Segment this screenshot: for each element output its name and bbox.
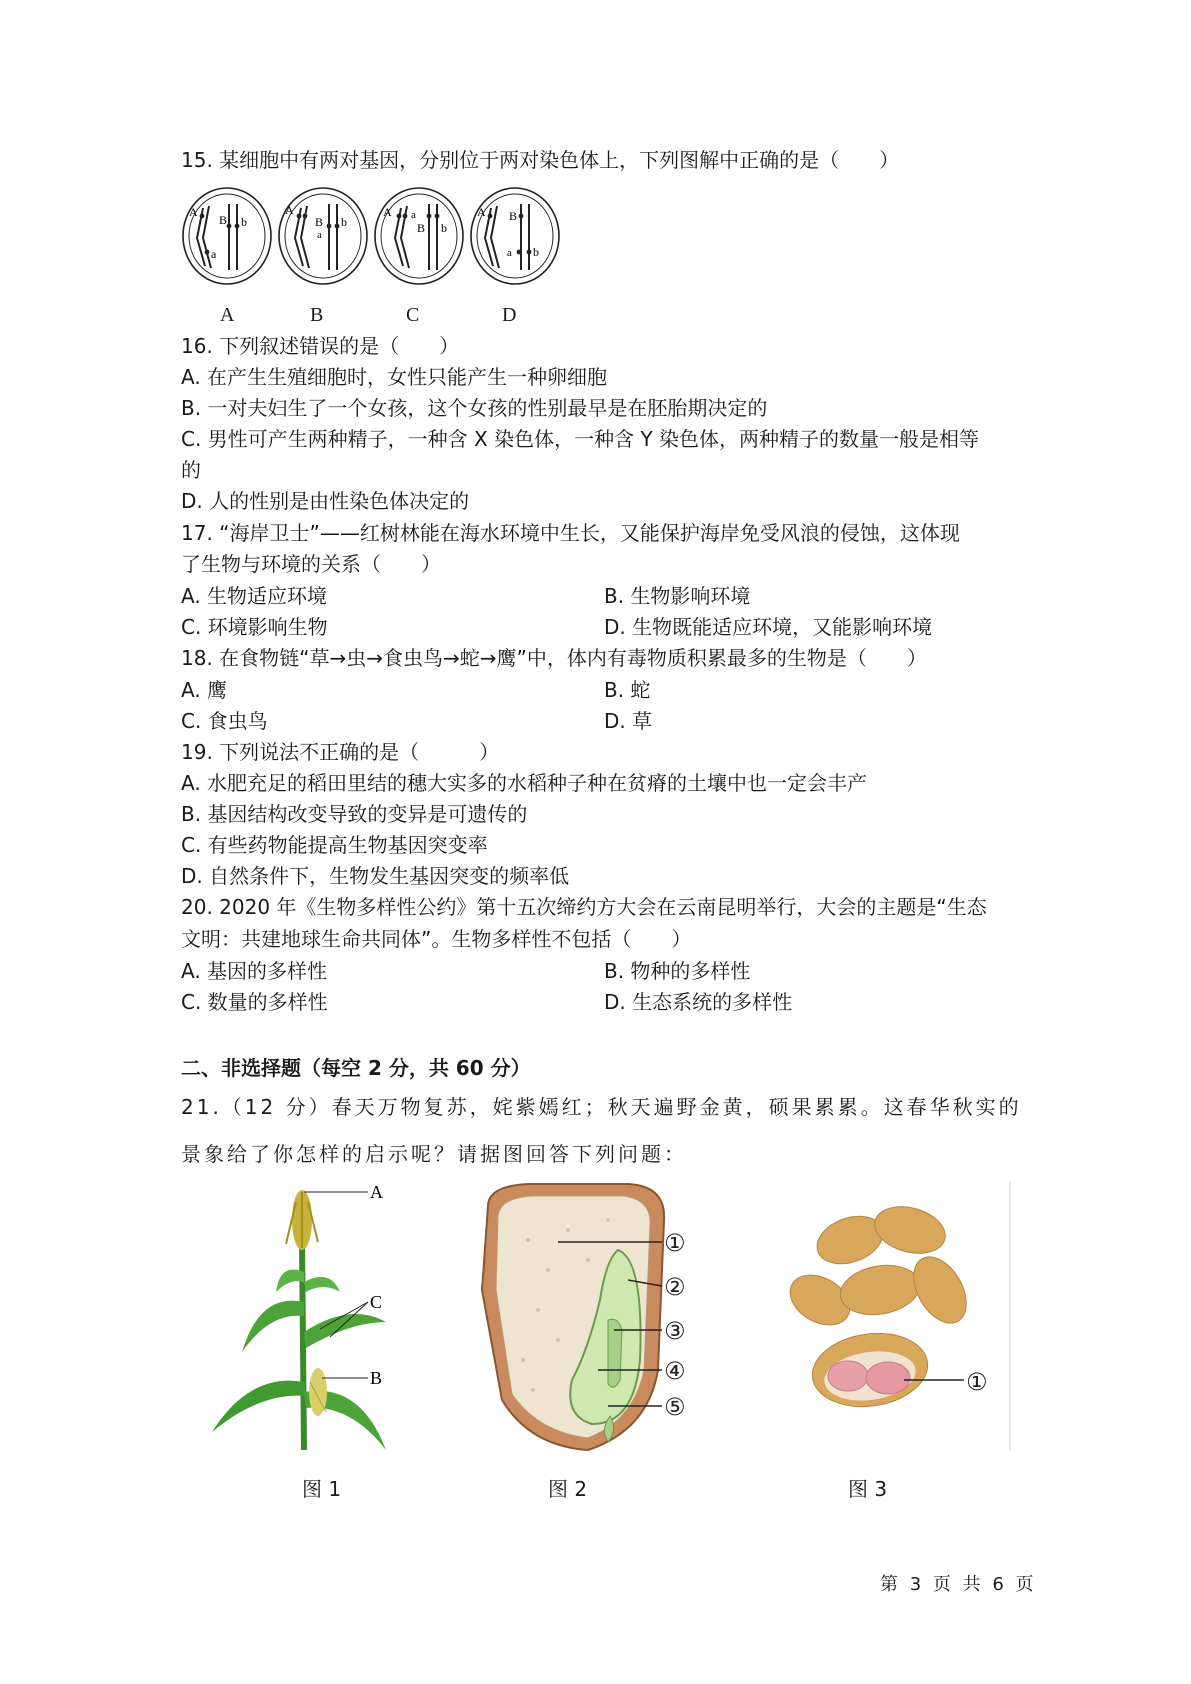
corn-ear-icon xyxy=(309,1368,327,1416)
q18-option-c: C. 食虫鸟 xyxy=(181,709,268,733)
diagram-label-a: A xyxy=(220,304,235,326)
fig1-label-c: C xyxy=(370,1292,383,1312)
q20-option-c: C. 数量的多样性 xyxy=(181,990,328,1014)
q19-option-d: D. 自然条件下，生物发生基因突变的频率低 xyxy=(181,864,570,888)
cell-diagram-b xyxy=(277,186,369,286)
cell-diagram-a xyxy=(181,186,273,286)
fig2-label-4: ④ xyxy=(664,1357,686,1385)
fig2-label-1: ① xyxy=(664,1229,686,1257)
q21-stem: 21.（12 分）春天万物复苏，姹紫嫣红；秋天遍野金黄，硕果累累。这春华秋实的 xyxy=(181,1095,1022,1119)
gene-label: a xyxy=(411,209,416,221)
seed-section-figure xyxy=(468,1180,708,1460)
q17-option-d: D. 生物既能适应环境，又能影响环境 xyxy=(604,615,933,639)
q17-stem: 17. “海岸卫士”——红树林能在海水环境中生长，又能保护海岸免受风浪的侵蚀，这体现 xyxy=(181,521,960,545)
gene-label: b xyxy=(341,215,347,229)
q17-option-c: C. 环境影响生物 xyxy=(181,615,328,639)
section-title: 二、非选择题（每空 2 分，共 60 分） xyxy=(181,1056,531,1080)
q16-option-d: D. 人的性别是由性染色体决定的 xyxy=(181,489,470,513)
fig2-label-5: ⑤ xyxy=(664,1393,686,1421)
gene-label: a xyxy=(211,247,217,261)
fig3-caption: 图 3 xyxy=(848,1477,888,1501)
gene-label: A xyxy=(285,203,294,217)
corn-plant-figure xyxy=(200,1182,420,1452)
q20-option-b: B. 物种的多样性 xyxy=(604,959,751,983)
gene-label: B xyxy=(509,209,518,223)
fig2-label-2: ② xyxy=(664,1273,686,1301)
q20-stem: 20. 2020 年《生物多样性公约》第十五次缔约方大会在云南昆明举行，大会的主题是“生态 xyxy=(181,895,987,919)
gene-label: a xyxy=(507,247,512,259)
diagram-label-b: B xyxy=(310,304,324,326)
q19-option-a: A. 水肥充足的稻田里结的穗大实多的水稻种子种在贫瘠的土壤中也一定会丰产 xyxy=(181,771,868,795)
cell-diagram-c xyxy=(373,186,465,286)
tassel-icon xyxy=(286,1190,318,1250)
page-footer: 第 3 页 共 6 页 xyxy=(880,1574,1037,1595)
fig2-label-3: ③ xyxy=(664,1317,686,1345)
q19-stem: 19. 下列说法不正确的是（ ） xyxy=(181,740,500,764)
q21-stem-cont: 景象给了你怎样的启示呢？请据图回答下列问题： xyxy=(181,1142,687,1166)
gene-label: B xyxy=(219,213,228,227)
diagram-label-d: D xyxy=(502,304,517,326)
q18-option-a: A. 鹰 xyxy=(181,678,228,702)
q17-stem-cont: 了生物与环境的关系（ ） xyxy=(181,552,441,576)
q16-option-a: A. 在产生生殖细胞时，女性只能产生一种卵细胞 xyxy=(181,365,608,389)
gene-label: B xyxy=(417,221,426,235)
q16-option-c-cont: 的 xyxy=(181,458,201,482)
q16-option-b: B. 一对夫妇生了一个女孩，这个女孩的性别最早是在胚胎期决定的 xyxy=(181,396,768,420)
q15-stem: 15. 某细胞中有两对基因，分别位于两对染色体上，下列图解中正确的是（ ） xyxy=(181,148,900,172)
fig3-label-1: ① xyxy=(966,1368,988,1396)
q18-stem: 18. 在食物链“草→虫→食虫鸟→蛇→鹰”中，体内有毒物质积累最多的生物是（ ） xyxy=(181,646,927,670)
q17-option-a: A. 生物适应环境 xyxy=(181,584,328,608)
q19-option-c: C. 有些药物能提高生物基因突变率 xyxy=(181,833,488,857)
q18-option-b: B. 蛇 xyxy=(604,678,651,702)
fig2-caption: 图 2 xyxy=(548,1477,588,1501)
cell-diagram-d xyxy=(469,186,561,286)
gene-label: B xyxy=(315,215,324,229)
gene-label: A xyxy=(383,205,392,219)
gene-label: a xyxy=(317,229,322,241)
gene-label: b xyxy=(441,221,447,235)
q19-option-b: B. 基因结构改变导致的变异是可遗传的 xyxy=(181,802,528,826)
gene-label: b xyxy=(241,215,247,229)
q16-option-c: C. 男性可产生两种精子，一种含 X 染色体，一种含 Y 染色体，两种精子的数量一般是相等 xyxy=(181,427,980,451)
fig1-label-a: A xyxy=(370,1182,383,1202)
fig1-caption: 图 1 xyxy=(302,1477,342,1501)
q20-option-d: D. 生态系统的多样性 xyxy=(604,990,793,1014)
diagram-label-c: C xyxy=(406,304,420,326)
q18-option-d: D. 草 xyxy=(604,709,653,733)
gene-label: A xyxy=(189,205,198,219)
q20-stem-cont: 文明：共建地球生命共同体”。生物多样性不包括（ ） xyxy=(181,927,692,951)
q17-option-b: B. 生物影响环境 xyxy=(604,584,751,608)
q20-option-a: A. 基因的多样性 xyxy=(181,959,328,983)
fig1-label-b: B xyxy=(370,1368,383,1388)
gene-label: A xyxy=(477,205,486,219)
peanut-figure xyxy=(760,1180,1020,1460)
gene-label: b xyxy=(533,245,539,259)
q16-stem: 16. 下列叙述错误的是（ ） xyxy=(181,334,460,358)
